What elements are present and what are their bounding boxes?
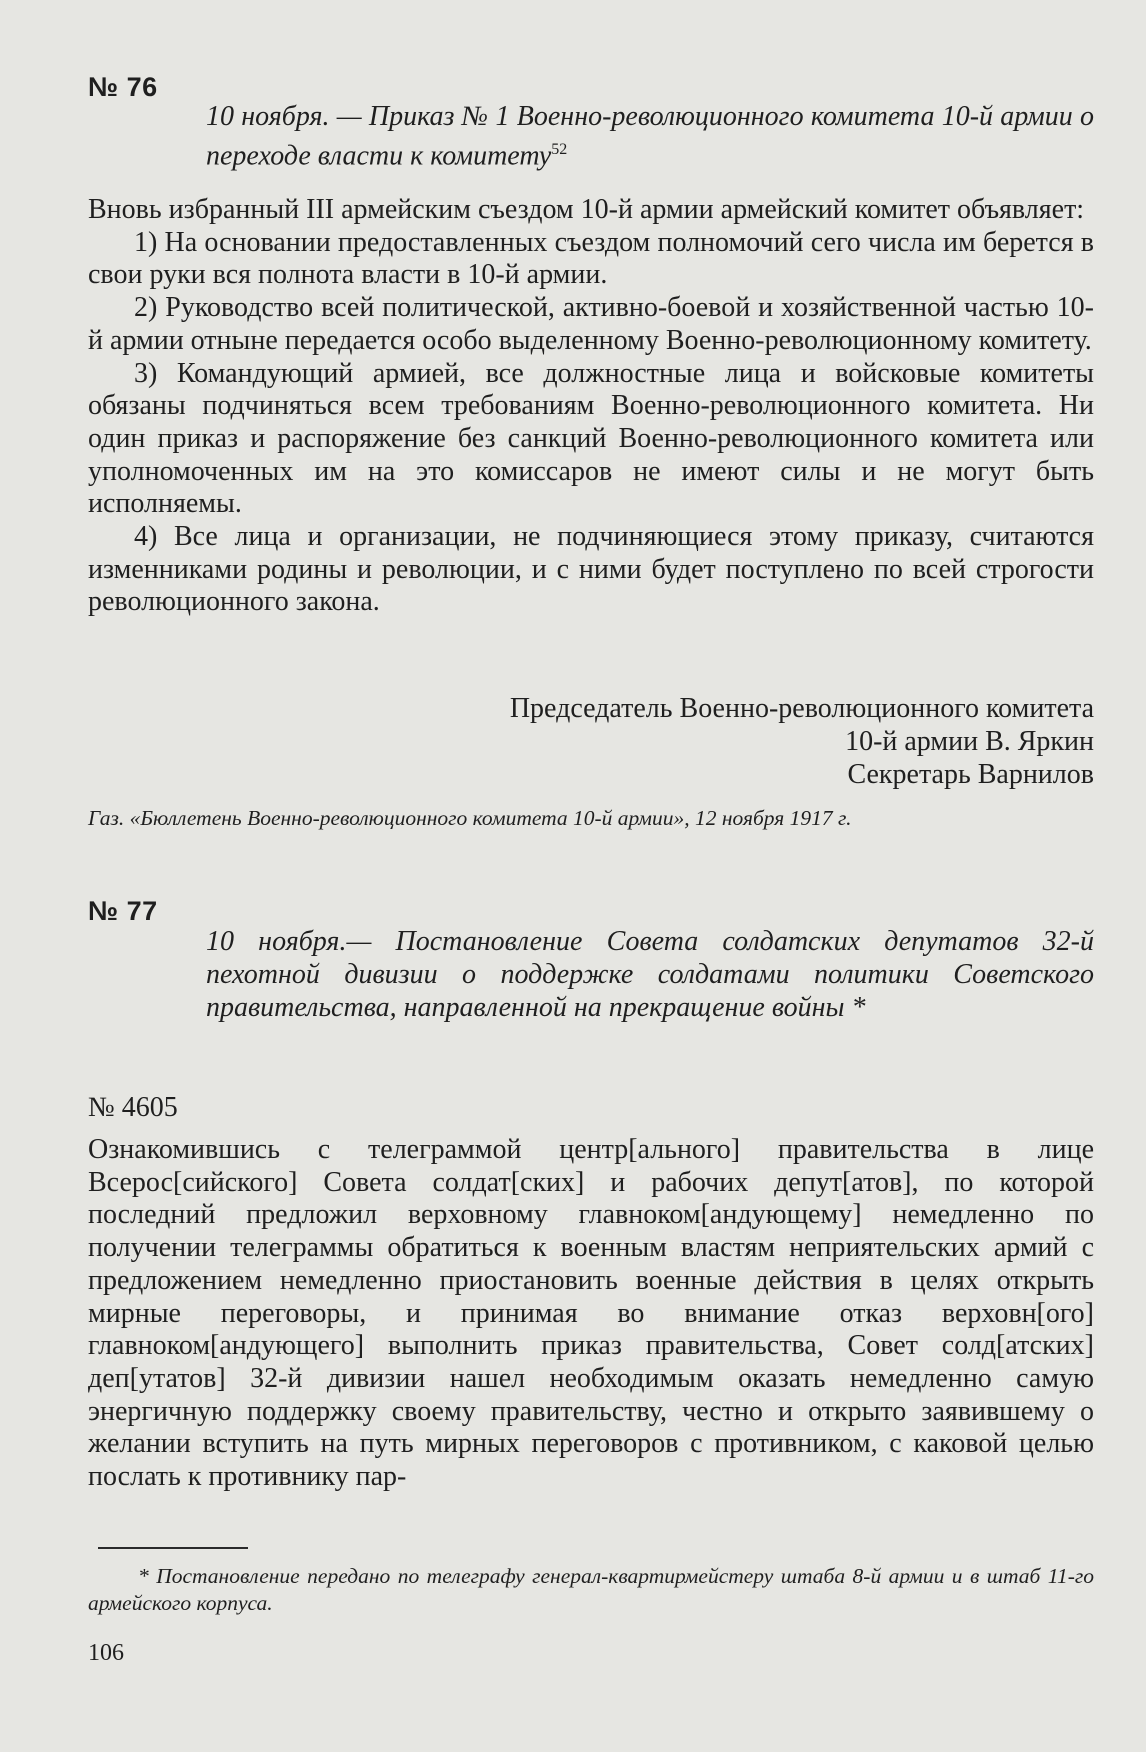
footnote-text: Постановление передано по телеграфу генерал-квартирмейстеру штаба 8-й армии и в штаб 11-го армейского корпуса. — [88, 1564, 1094, 1615]
doc76-title-text: 10 ноября. — Приказ № 1 Военно-революционного комитета 10-й армии о переходе власти к комитету — [206, 101, 1094, 172]
signature-line: Председатель Военно-революционного комитета — [509, 693, 1094, 724]
signature-line: 10-й армии В. Яркин — [845, 726, 1094, 757]
doc76-paragraph: 1) На основании предоставленных съездом полномочий сего числа им берется в свои руки вся полнота власти в 10-й армии. — [88, 226, 1094, 291]
doc76-title-note: 52 — [551, 141, 568, 158]
doc76-paragraph: 2) Руководство всей политической, активно-боевой и хозяйственной частью 10-й армии отныне передается особо выделенному Военно-революционному комитету. — [88, 292, 1094, 356]
footnote-mark: * — [138, 1564, 157, 1588]
footnote-divider — [98, 1547, 248, 1549]
doc76-signature — [510, 692, 1094, 791]
doc76-paragraph: 3) Командующий армией, все должностные лица и войсковые комитеты обязаны подчиняться всем требованиям Военно-революционного комитета. Ни один приказ и распоряжение без санкций Военно-революционного комитета или уполномоченных им на это комиссаров не имеют силы и не могут быть исполняемы. — [88, 357, 1094, 520]
signature-line: Секретарь Варнилов — [847, 759, 1094, 790]
doc76-paragraph: 4) Все лица и организации, не подчиняющиеся этому приказу, считаются изменниками родины и революции, и с ними будет поступлено по всей строгости революционного закона. — [88, 521, 1094, 618]
doc76-paragraph: Вновь избранный III армейским съездом 10-й армии армейский комитет объявляет: — [88, 194, 1085, 225]
doc76-source: Газ. «Бюллетень Военно-революционного комитета 10-й армии», 12 ноября 1917 г. — [88, 806, 852, 830]
doc76-title — [206, 100, 1094, 172]
doc76-body — [88, 194, 1094, 619]
doc77-body — [88, 1134, 1094, 1494]
doc77-reg-number: № 4605 — [88, 1092, 178, 1123]
page-number: 106 — [88, 1640, 124, 1666]
doc77-title-text: 10 ноября.— Постановление Совета солдатских депутатов 32-й пехотной дивизии о поддержке солдатами политики Советского правительства, направленной на прекращение войны — [206, 926, 1094, 1023]
doc77-title — [206, 925, 1094, 1024]
footnote — [88, 1563, 1094, 1617]
doc77-number: № 77 — [88, 896, 158, 926]
doc77-title-mark: * — [844, 992, 866, 1023]
doc76-number: № 76 — [88, 72, 158, 102]
doc77-paragraph: Ознакомившись с телеграммой центр[ального] правительства в лице Всерос[сийского] Совета солдат[ских] и рабочих депут[атов], по которой последний предложил верховному главноком[андующему] немедленно по получении телеграммы обратиться к военным властям неприятельских армий с предложением немедленно приостановить военные действия в целях открыть мирные переговоры, и принимая во внимание отказ верховн[ого] главноком[андующего] выполнить приказ правительства, Совет солд[атских] деп[утатов] 32-й дивизии нашел необходимым оказать немедленно самую энергичную поддержку своему правительству, честно и открыто заявившему о желании вступить на путь мирных переговоров с противником, с каковой целью послать к противнику пар- — [88, 1134, 1094, 1493]
